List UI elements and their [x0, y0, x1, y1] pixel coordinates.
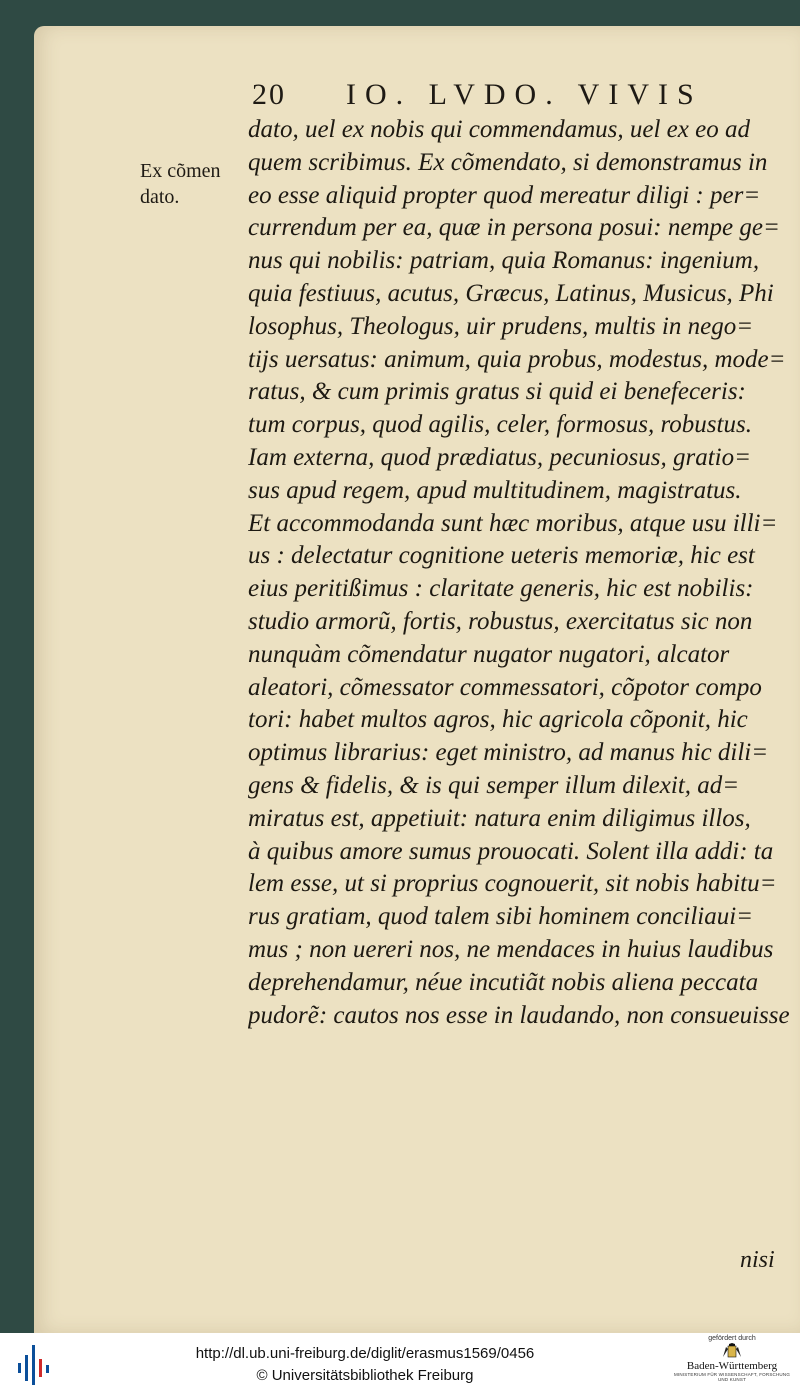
text-line: losophus, Theologus, uir prudens, multis in nego= — [248, 312, 754, 340]
text-line: quem scribimus. Ex cõmendato, si demonstramus in — [248, 148, 768, 176]
text-line: optimus librarius: eget ministro, ad manus hic dili= — [248, 739, 769, 767]
permalink-url[interactable]: http://dl.ub.uni-freiburg.de/diglit/erasmus1569/0456 — [195, 1345, 535, 1362]
sponsor-small-text: gefördert durch — [708, 1335, 756, 1342]
text-line: aleatori, cõmessator commessatori, cõpotor compo — [248, 673, 762, 701]
text-line: Iam externa, quod prædiatus, pecuniosus, gratio= — [248, 443, 751, 471]
page-header — [252, 78, 722, 116]
text-line: currendum per ea, quæ in persona posui: nempe ge= — [248, 214, 780, 242]
text-line: gens & fidelis, & is qui semper illum dilexit, ad= — [248, 771, 740, 799]
text-line: dato, uel ex nobis qui commendamus, uel ex eo ad — [248, 116, 750, 143]
text-line: Et accommodanda sunt hæc moribus, atque usu illi= — [248, 509, 778, 537]
sponsor-ministry: MINISTERIUM FÜR WISSENSCHAFT, FORSCHUNG UND KUNST — [673, 1372, 791, 1382]
margin-note-line: dato. — [140, 186, 180, 208]
copyright-notice: © Universitätsbibliothek Freiburg — [256, 1367, 474, 1384]
text-line: pudorẽ: cautos nos esse in laudando, non consueuisse — [248, 1001, 790, 1029]
text-line: tori: habet multos agros, hic agricola cõponit, hic — [248, 706, 748, 734]
text-line: eo esse aliquid propter quod mereatur diligi : per= — [248, 181, 761, 209]
text-line: rus gratiam, quod talem sibi hominem conciliaui= — [248, 903, 754, 931]
viewer-footer — [0, 1333, 800, 1391]
catchword: nisi — [740, 1247, 775, 1273]
margin-note-line: Ex cõmen — [140, 160, 221, 182]
coat-of-arms-icon — [720, 1343, 744, 1359]
text-line: tum corpus, quod agilis, celer, formosus, robustus. — [248, 411, 752, 439]
body-text — [248, 114, 796, 1032]
text-line: à quibus amore sumus prouocati. Solent illa addi: ta — [248, 837, 774, 865]
sponsor-badge — [672, 1335, 792, 1389]
text-line: tijs uersatus: animum, quia probus, modestus, mode= — [248, 345, 786, 373]
text-line: lem esse, ut si proprius cognouerit, sit nobis habitu= — [248, 870, 777, 898]
text-line: eius peritißimus : claritate generis, hic est nobilis: — [248, 575, 754, 603]
margin-note — [140, 158, 252, 210]
text-line: nus qui nobilis: patriam, quia Romanus: ingenium, — [248, 247, 760, 275]
faint-library-stamp — [140, 1080, 230, 1126]
text-line: sus apud regem, apud multitudinem, magistratus. — [248, 476, 742, 504]
text-line: studio armorũ, fortis, robustus, exercitatus sic non — [248, 607, 753, 635]
text-line: quia festiuus, acutus, Græcus, Latinus, Musicus, Phi — [248, 279, 774, 307]
text-line: deprehendamur, néue incutiãt nobis aliena peccata — [248, 968, 759, 996]
text-line: ratus, & cum primis gratus si quid ei benefeceris: — [248, 378, 746, 406]
text-line: mus ; non uereri nos, ne mendaces in huius laudibus — [248, 935, 774, 963]
page-number: 20 — [252, 78, 286, 111]
running-title: IO. LVDO. VIVIS — [346, 78, 703, 111]
text-line: miratus est, appetiuit: natura enim diligimus illos, — [248, 804, 751, 832]
text-line: nunquàm cõmendatur nugator nugatori, alcator — [248, 640, 730, 668]
text-line: us : delectatur cognitione ueteris memoriæ, hic est — [248, 542, 755, 570]
sponsor-name: Baden-Württemberg — [686, 1360, 778, 1372]
